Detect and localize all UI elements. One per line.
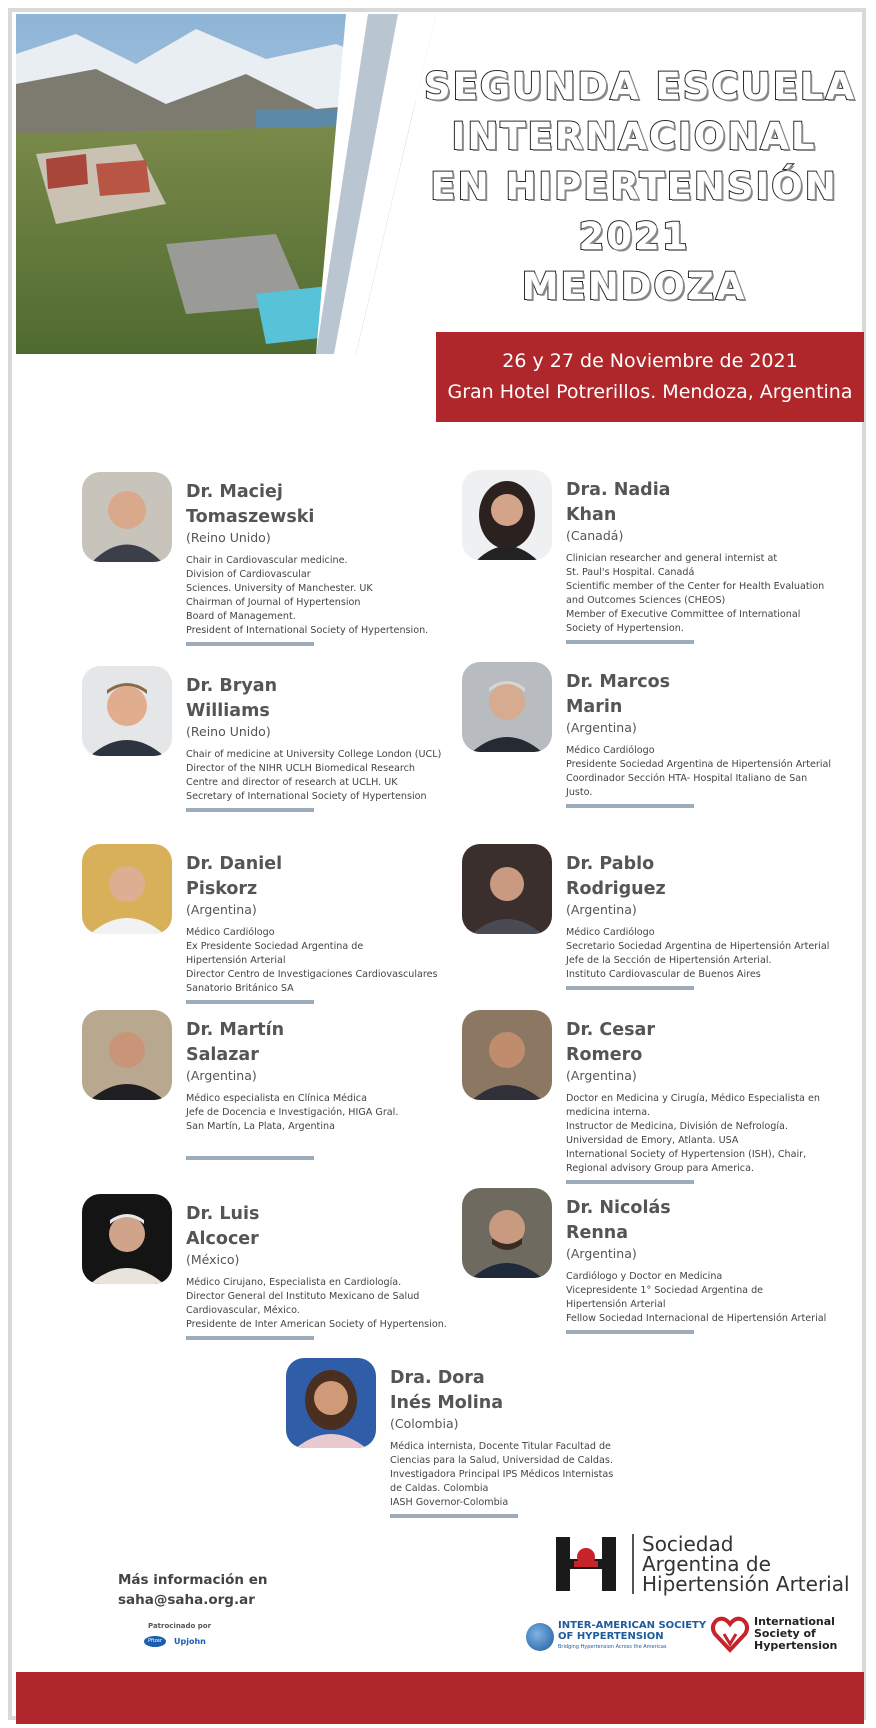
contact-email-link[interactable]: saha@saha.org.ar — [118, 1592, 255, 1608]
speaker-photo — [462, 1188, 552, 1278]
speaker-photo — [462, 662, 552, 752]
divider-rule — [186, 642, 314, 646]
speaker-name-first: Dr. Cesar — [566, 1020, 655, 1040]
saha-line: Hipertensión Arterial — [642, 1572, 850, 1596]
iash-wordmark — [558, 1620, 706, 1653]
speaker-photo — [462, 470, 552, 560]
speaker-bio: Médica internista, Docente Titular Facultad de Ciencias para la Salud, Universidad de Caldas. Investigadora Principal IPS Médicos Internistas de Caldas. Colombia IASH Governor-Colombia — [390, 1441, 614, 1508]
speaker-country: (Argentina) — [566, 1246, 637, 1261]
speaker-country: (Colombia) — [390, 1416, 459, 1431]
speaker-bio: Chair of medicine at University College London (UCL) Director of the NIHR UCLH Biomedical Research Centre and director of research at UCLH. UK Secretary of International Society of Hypertension — [186, 749, 442, 802]
speaker-country: (México) — [186, 1252, 240, 1267]
speaker-name-last: Tomaszewski — [186, 507, 315, 527]
event-date: 26 y 27 de Noviembre de 2021 — [502, 350, 798, 372]
speaker-photo — [82, 844, 172, 934]
speaker-photo — [462, 1010, 552, 1100]
speaker-country: (Argentina) — [186, 1068, 257, 1083]
speaker-bio: Cardiólogo y Doctor en Medicina Vicepresidente 1° Sociedad Argentina de Hipertensión Arterial Fellow Sociedad Internacional de Hipertensión Arterial — [566, 1271, 827, 1324]
divider-rule — [186, 1000, 314, 1004]
iash-logo — [526, 1620, 706, 1653]
speaker-bio: Doctor en Medicina y Cirugía, Médico Especialista en medicina interna. Instructor de Medicina, División de Nefrología. Universidad de Emory, Atlanta. USA International Society of Hypertension (ISH), Chair, Regional advisory Group para America. — [566, 1093, 820, 1174]
speaker-name-last: Renna — [566, 1223, 629, 1243]
speaker-name-last: Alcocer — [186, 1229, 259, 1249]
speaker-bio: Chair in Cardiovascular medicine. Division of Cardiovascular Sciences. University of Manchester. UK Chairman of Journal of Hypertension Board of Management. President of International Society of Hypertension. — [186, 555, 429, 636]
speaker-name-first: Dr. Luis — [186, 1204, 260, 1224]
date-venue-banner — [436, 332, 864, 422]
contact-label: Más información en — [118, 1572, 268, 1588]
ish-logo — [710, 1614, 837, 1654]
divider-rule — [186, 1156, 314, 1160]
speaker-name-last: Piskorz — [186, 879, 258, 899]
upjohn-logo: Upjohn — [174, 1637, 206, 1646]
ish-line: Hypertension — [754, 1639, 838, 1652]
iash-line: INTER-AMERICAN SOCIETY — [558, 1620, 707, 1631]
speaker-name-first: Dr. Bryan — [186, 676, 278, 696]
saha-line: Sociedad — [642, 1532, 734, 1556]
speaker-name-first: Dr. Pablo — [566, 854, 655, 874]
divider-rule — [566, 804, 694, 808]
heart-icon — [710, 1614, 750, 1654]
speaker-name-first: Dr. Nicolás — [566, 1198, 671, 1218]
title-line: 2021 — [578, 215, 690, 258]
speaker-country: (Argentina) — [566, 902, 637, 917]
speaker-name-last: Williams — [186, 701, 270, 721]
event-venue: Gran Hotel Potrerillos. Mendoza, Argentina — [447, 381, 853, 403]
sponsor-label: Patrocinado por — [148, 1622, 212, 1630]
speaker-photo — [82, 472, 172, 562]
speaker-country: (Argentina) — [186, 902, 257, 917]
iash-line: OF HYPERTENSION — [558, 1631, 664, 1642]
speaker-bio: Médico Cardiólogo Ex Presidente Sociedad Argentina de Hipertensión Arterial Director Centro de Investigaciones Cardiovasculares Sanatorio Británico SA — [186, 927, 438, 994]
speaker-name-last: Rodriguez — [566, 879, 666, 899]
saha-wordmark — [632, 1534, 850, 1594]
iash-tagline: Bridging Hypertension Across the Americas — [558, 1644, 667, 1650]
speaker-bio: Clinician researcher and general internist at St. Paul's Hospital. Canadá Scientific member of the Center for Health Evaluation and Outcomes Sciences (CHEOS) Member of Executive Committee of International Society of Hypertension. — [566, 553, 825, 634]
divider-rule — [566, 1330, 694, 1334]
title-line: MENDOZA — [521, 265, 747, 308]
speaker-bio: Médico Cirujano, Especialista en Cardiología. Director General del Instituto Mexicano de Salud Cardiovascular, México. Presidente de Inter American Society of Hypertension. — [186, 1277, 447, 1330]
speaker-name-last: Salazar — [186, 1045, 259, 1065]
speaker-photo — [82, 1010, 172, 1100]
speaker-photo — [82, 1194, 172, 1284]
title-line: INTERNACIONAL — [451, 115, 817, 158]
speaker-country: (Reino Unido) — [186, 724, 271, 739]
speaker-name-first: Dr. Martín — [186, 1020, 285, 1040]
speaker-bio: Médico especialista en Clínica Médica Jefe de Docencia e Investigación, HIGA Gral. San Martín, La Plata, Argentina — [186, 1093, 399, 1132]
ish-line: International — [754, 1615, 835, 1628]
divider-rule — [566, 1180, 694, 1184]
saha-h-icon — [552, 1535, 622, 1593]
speaker-photo — [82, 666, 172, 756]
speaker-photo — [462, 844, 552, 934]
divider-rule — [186, 1336, 314, 1340]
ish-wordmark — [754, 1616, 837, 1652]
saha-line: Argentina de — [642, 1552, 771, 1576]
event-title — [424, 62, 857, 312]
speaker-country: (Canadá) — [566, 528, 624, 543]
globe-icon — [526, 1623, 554, 1651]
speaker-name-first: Dra. Nadia — [566, 480, 671, 500]
speaker-bio: Médico Cardiólogo Presidente Sociedad Argentina de Hipertensión Arterial Coordinador Sección HTA- Hospital Italiano de San Justo. — [566, 745, 832, 798]
sponsor-logos — [144, 1636, 206, 1647]
speaker-bio: Médico Cardiólogo Secretario Sociedad Argentina de Hipertensión Arterial Jefe de la Sección de Hipertensión Arterial. Instituto Cardiovascular de Buenos Aires — [566, 927, 830, 980]
title-line: SEGUNDA ESCUELA — [424, 65, 857, 108]
divider-rule — [186, 808, 314, 812]
pfizer-logo: Pfizer — [144, 1636, 166, 1647]
title-line: EN HIPERTENSIÓN — [430, 165, 838, 208]
divider-rule — [566, 640, 694, 644]
speaker-country: (Argentina) — [566, 1068, 637, 1083]
saha-logo — [552, 1534, 850, 1594]
speaker-name-first: Dra. Dora — [390, 1368, 485, 1388]
divider-rule — [566, 986, 694, 990]
speaker-name-last: Marin — [566, 697, 623, 717]
hotel-landscape-image — [16, 14, 436, 354]
speaker-name-first: Dr. Daniel — [186, 854, 283, 874]
divider-rule — [390, 1514, 518, 1518]
speaker-country: (Reino Unido) — [186, 530, 271, 545]
footer-bar — [16, 1672, 864, 1724]
speaker-country: (Argentina) — [566, 720, 637, 735]
contact-info — [118, 1570, 267, 1610]
speaker-name-first: Dr. Maciej — [186, 482, 283, 502]
ish-line: Society of — [754, 1627, 816, 1640]
speaker-photo — [286, 1358, 376, 1448]
speaker-name-last: Romero — [566, 1045, 643, 1065]
speaker-name-last: Khan — [566, 505, 617, 525]
speaker-name-last: Inés Molina — [390, 1393, 504, 1413]
speaker-name-first: Dr. Marcos — [566, 672, 671, 692]
